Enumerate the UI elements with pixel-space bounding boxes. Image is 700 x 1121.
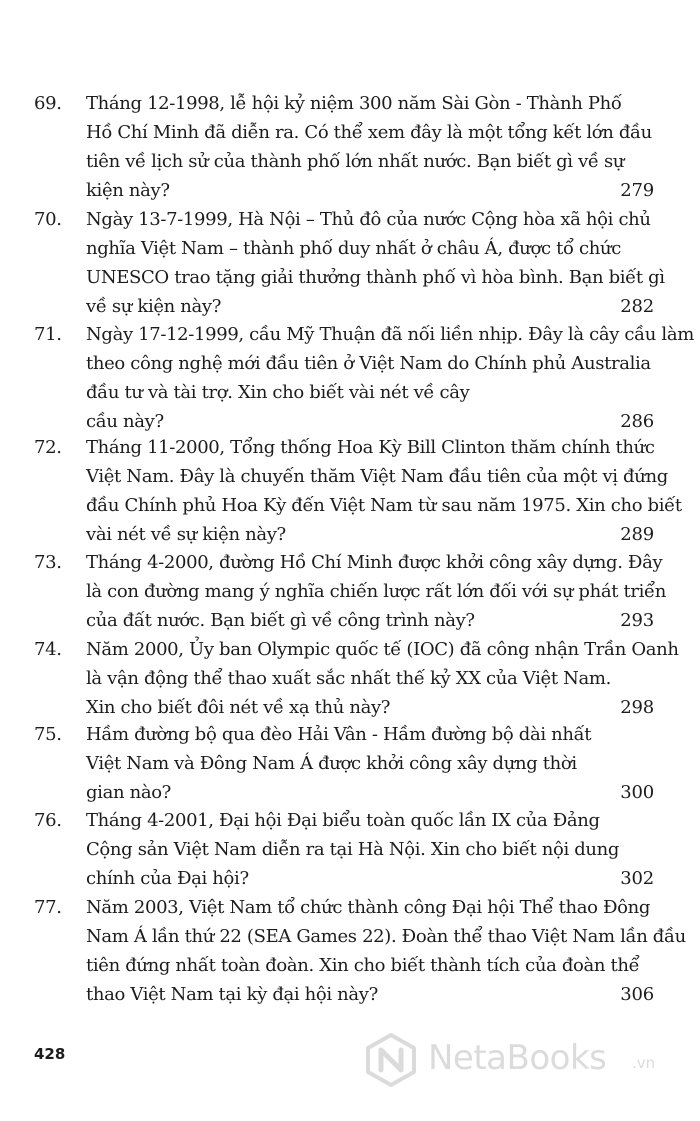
entry-text-line: Cộng sản Việt Nam diễn ra tại Hà Nội. Xin cho biết nội dung: [86, 839, 620, 860]
watermark-brand: NetaBooks: [428, 1038, 607, 1078]
entry-text-line: UNESCO trao tặng giải thưởng thành phố vì hòa bình. Bạn biết gì: [86, 267, 665, 288]
entry-number: 73.: [34, 552, 62, 573]
entry-text-line: chính của Đại hội?: [86, 868, 249, 889]
page-reference: 293: [620, 610, 654, 631]
entry-text-line: Ngày 17-12-1999, cầu Mỹ Thuận đã nối liền nhịp. Đây là cây cầu làm: [86, 324, 694, 345]
page-reference: 282: [620, 296, 654, 317]
page-reference: 289: [620, 524, 654, 545]
entry-text-line: cầu này?: [86, 411, 164, 432]
entry-text-line: nghĩa Việt Nam – thành phố duy nhất ở châu Á, được tổ chức: [86, 238, 621, 259]
entry-text-line: của đất nước. Bạn biết gì về công trình này?: [86, 610, 475, 631]
entry-text-line: theo công nghệ mới đầu tiên ở Việt Nam do Chính phủ Australia: [86, 353, 651, 374]
page-number: 428: [34, 1045, 66, 1063]
entry-number: 77.: [34, 897, 62, 918]
watermark: [364, 1030, 684, 1090]
entry-text-line: là vận động thể thao xuất sắc nhất thế kỷ XX của Việt Nam.: [86, 668, 611, 689]
entry-text-line: vài nét về sự kiện này?: [86, 524, 286, 545]
entry-text-line: Năm 2000, Ủy ban Olympic quốc tế (IOC) đã công nhận Trần Oanh: [86, 639, 679, 660]
entry-text-line: gian nào?: [86, 782, 171, 803]
entry-text-line: Hồ Chí Minh đã diễn ra. Có thể xem đây là một tổng kết lớn đầu: [86, 122, 652, 143]
entry-text-line: tiên về lịch sử của thành phố lớn nhất nước. Bạn biết gì về sự: [86, 151, 625, 172]
watermark-suffix: .vn: [632, 1054, 656, 1072]
page-reference: 298: [620, 697, 654, 718]
entry-text-line: Nam Á lần thứ 22 (SEA Games 22). Đoàn thể thao Việt Nam lần đầu: [86, 926, 686, 947]
entry-text-line: Tháng 4-2000, đường Hồ Chí Minh được khởi công xây dựng. Đây: [86, 552, 663, 573]
page-reference: 302: [620, 868, 654, 889]
entry-text-line: thao Việt Nam tại kỳ đại hội này?: [86, 984, 378, 1005]
entry-text-line: kiện này?: [86, 180, 170, 201]
entry-number: 70.: [34, 209, 62, 230]
entry-number: 71.: [34, 324, 62, 345]
entry-number: 74.: [34, 639, 62, 660]
entry-number: 76.: [34, 810, 62, 831]
entry-text-line: Xin cho biết đôi nét về xạ thủ này?: [86, 697, 391, 718]
entry-text-line: tiên đứng nhất toàn đoàn. Xin cho biết thành tích của đoàn thể: [86, 955, 640, 976]
entry-text-line: đầu tư và tài trợ. Xin cho biết vài nét về cây: [86, 382, 470, 403]
page-reference: 279: [620, 180, 654, 201]
entry-text-line: là con đường mang ý nghĩa chiến lược rất lớn đối với sự phát triển: [86, 581, 666, 602]
page-reference: 306: [620, 984, 654, 1005]
entry-text-line: Tháng 12-1998, lễ hội kỷ niệm 300 năm Sài Gòn - Thành Phố: [86, 93, 622, 114]
entry-number: 75.: [34, 724, 62, 745]
entry-text-line: Tháng 11-2000, Tổng thống Hoa Kỳ Bill Clinton thăm chính thức: [86, 437, 655, 458]
entry-text-line: Ngày 13-7-1999, Hà Nội – Thủ đô của nước Cộng hòa xã hội chủ: [86, 209, 651, 230]
entry-text-line: Tháng 4-2001, Đại hội Đại biểu toàn quốc lần IX của Đảng: [86, 810, 600, 831]
entry-text-line: về sự kiện này?: [86, 296, 222, 317]
entry-text-line: đầu Chính phủ Hoa Kỳ đến Việt Nam từ sau năm 1975. Xin cho biết: [86, 495, 682, 516]
entry-text-line: Việt Nam và Đông Nam Á được khởi công xây dựng thời: [86, 753, 577, 774]
entry-text-line: Năm 2003, Việt Nam tổ chức thành công Đại hội Thể thao Đông: [86, 897, 651, 918]
netabooks-logo-icon: [364, 1033, 418, 1087]
entry-number: 72.: [34, 437, 62, 458]
page-reference: 300: [620, 782, 654, 803]
entry-number: 69.: [34, 93, 62, 114]
entry-text-line: Việt Nam. Đây là chuyến thăm Việt Nam đầu tiên của một vị đứng: [86, 466, 668, 487]
entry-text-line: Hầm đường bộ qua đèo Hải Vân - Hầm đường bộ dài nhất: [86, 724, 592, 745]
page-reference: 286: [620, 411, 654, 432]
